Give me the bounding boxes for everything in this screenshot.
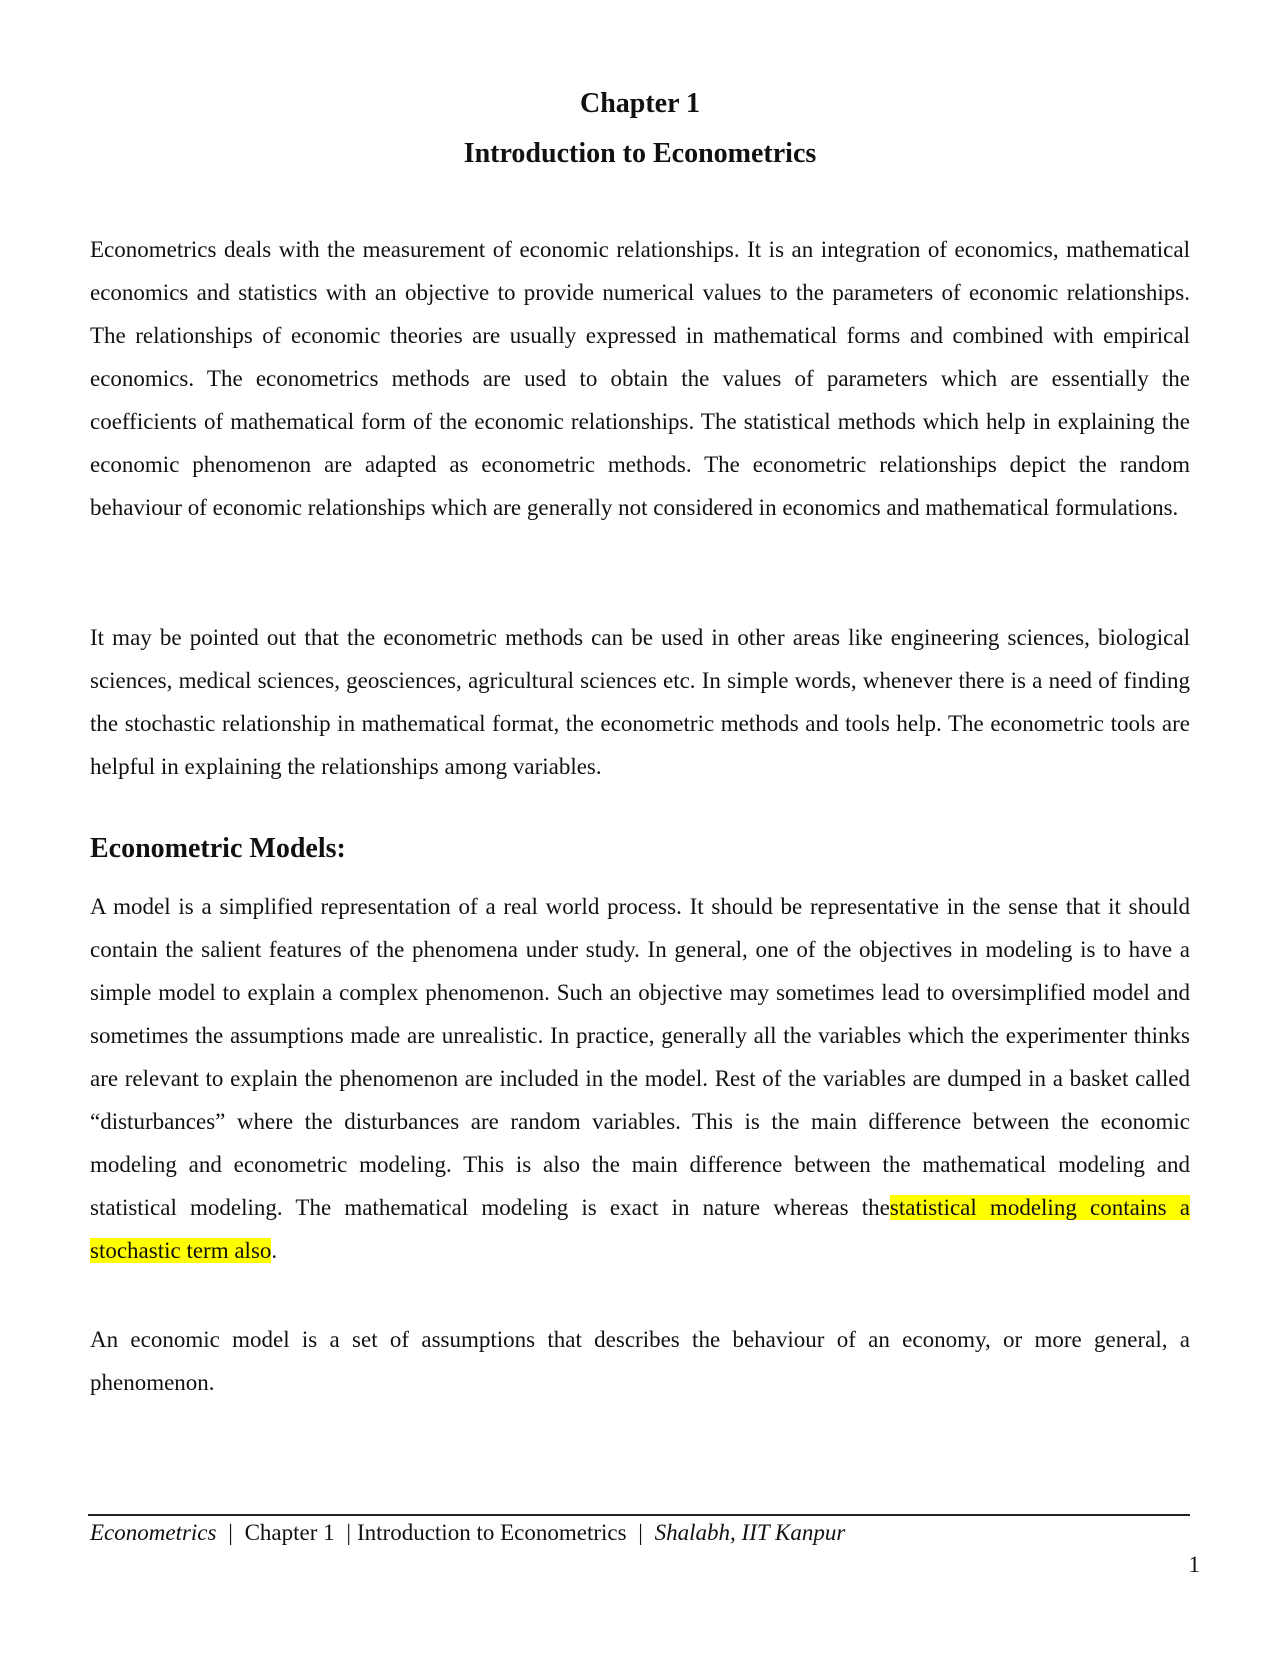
models-paragraph-end: . <box>271 1238 278 1263</box>
page-footer <box>90 1520 845 1546</box>
models-paragraph <box>90 885 1190 1272</box>
footer-book: Econometrics <box>90 1520 217 1545</box>
footer-chapter: Chapter 1 <box>244 1520 335 1545</box>
economic-model-paragraph: An economic model is a set of assumptions that describes the behaviour of an economy, or more general, a phenomenon. <box>90 1327 1190 1395</box>
chapter-label: Chapter 1 <box>579 88 701 119</box>
footer-separator: | <box>228 1520 233 1545</box>
section-heading: Econometric Models: <box>90 833 346 864</box>
footer-section: Introduction to Econometrics <box>357 1520 627 1545</box>
page-number: 1 <box>1188 1552 1200 1577</box>
highlighted-text: statistical modeling contains a stochastic term also <box>90 1195 1190 1263</box>
applications-paragraph: It may be pointed out that the econometric methods can be used in other areas like engineering sciences, biological sciences, medical sciences, geosciences, agricultural sciences etc. In simple words, whenever there is a need of finding the stochastic relationship in mathematical format, the econometric methods and tools help. The econometric tools are helpful in explaining the relationships among variables. <box>90 625 1190 779</box>
footer-divider <box>88 1514 1190 1516</box>
footer-separator: | <box>638 1520 643 1545</box>
intro-paragraph: Econometrics deals with the measurement of economic relationships. It is an integration of economics, mathematical economics and statistics with an objective to provide numerical values to the parameters of economic relationships. The relationships of economic theories are usually expressed in mathematical forms and combined with empirical economics. The econometrics methods are used to obtain the values of parameters which are essentially the coefficients of mathematical form of the economic relationships. The statistical methods which help in explaining the economic phenomenon are adapted as econometric methods. The econometric relationships depict the random behaviour of economic relationships which are generally not considered in economics and mathematical formulations. <box>90 237 1190 520</box>
chapter-title: Introduction to Econometrics <box>463 138 817 169</box>
models-paragraph-text: A model is a simplified representation of a real world process. It should be representative in the sense that it should contain the salient features of the phenomena under study. In general, one of the objectives in modeling is to have a simple model to explain a complex phenomenon. Such an objective may sometimes lead to oversimplified model and sometimes the assumptions made are unrealistic. In practice, generally all the variables which the experimenter thinks are relevant to explain the phenomenon are included in the model. Rest of the variables are dumped in a basket called “disturbances” where the disturbances are random variables. This is the main difference between the economic modeling and econometric modeling. This is also the main difference between the mathematical modeling and statistical modeling. The mathematical modeling is exact in nature whereas the <box>90 894 1190 1220</box>
footer-author: Shalabh, IIT Kanpur <box>654 1520 846 1545</box>
footer-separator: | <box>346 1520 351 1545</box>
